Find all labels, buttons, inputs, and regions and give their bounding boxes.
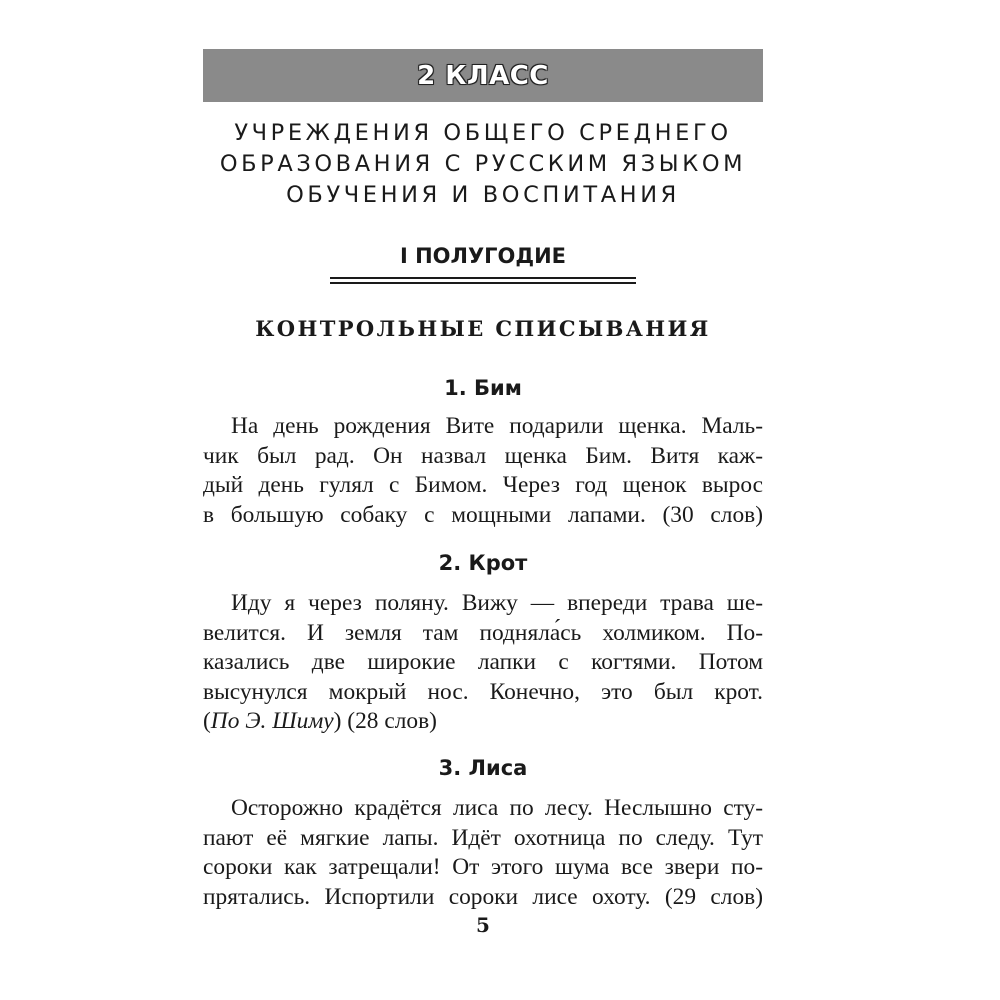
page-number: 5: [476, 913, 490, 937]
double-rule-top: [330, 277, 636, 279]
text-paragraph: [203, 794, 763, 912]
grade-banner: [203, 49, 763, 102]
paragraph-line: [203, 707, 763, 737]
section-title: КОНТРОЛЬНЫЕ СПИСЫВАНИЯ: [255, 316, 711, 341]
paragraph-line: высунулся мокрый нос. Конечно, это был крот.: [203, 678, 763, 705]
source-open: (: [203, 708, 211, 734]
institution-line: УЧРЕЖДЕНИЯ ОБЩЕГО СРЕДНЕГО: [234, 120, 732, 146]
double-rule-bottom: [330, 282, 636, 284]
paragraph-line: казались две широкие лапки с когтями. Потом: [203, 649, 763, 675]
institution-line: ОБУЧЕНИЯ И ВОСПИТАНИЯ: [286, 182, 680, 208]
text-paragraph: [203, 589, 763, 737]
paragraph-line: дый день гулял с Бимом. Через год щенок вырос: [203, 472, 763, 498]
paragraph-line: Иду я через поляну. Вижу — впереди трава ше-: [231, 590, 763, 616]
text-paragraph: [203, 412, 763, 530]
paragraph-line: чик был рад. Он назвал щенка Бим. Витя каж-: [203, 442, 763, 469]
paragraph-line: Осторожно крадётся лиса по лесу. Неслышно сту-: [231, 795, 763, 821]
grade-label: 2 КЛАСС: [417, 60, 549, 91]
paragraph-line: сороки как затрещали! От этого шума все звери по-: [203, 854, 763, 880]
institution-line: ОБРАЗОВАНИЯ С РУССКИМ ЯЗЫКОМ: [219, 151, 747, 177]
institution-title: [150, 118, 816, 211]
source-author: По Э. Шиму: [210, 708, 334, 734]
text-heading: 1. Бим: [444, 376, 522, 400]
paragraph-line: велится. И земля там подняла́сь холмиком. По-: [203, 619, 763, 646]
text-heading: 2. Крот: [438, 551, 528, 575]
paragraph-line: пают её мягкие лапы. Идёт охотница по следу. Тут: [203, 824, 763, 851]
word-count: (28 слов): [341, 708, 437, 734]
source-close: ): [333, 708, 342, 734]
paragraph-line: На день рождения Вите подарили щенка. Маль-: [231, 413, 763, 439]
paragraph-line: прятались. Испортили сороки лисе охоту. (29 слов): [203, 883, 763, 910]
paragraph-line: в большую собаку с мощными лапами. (30 слов): [203, 501, 763, 528]
semester-title: I ПОЛУГОДИЕ: [399, 244, 567, 268]
text-heading: 3. Лиса: [438, 756, 528, 780]
